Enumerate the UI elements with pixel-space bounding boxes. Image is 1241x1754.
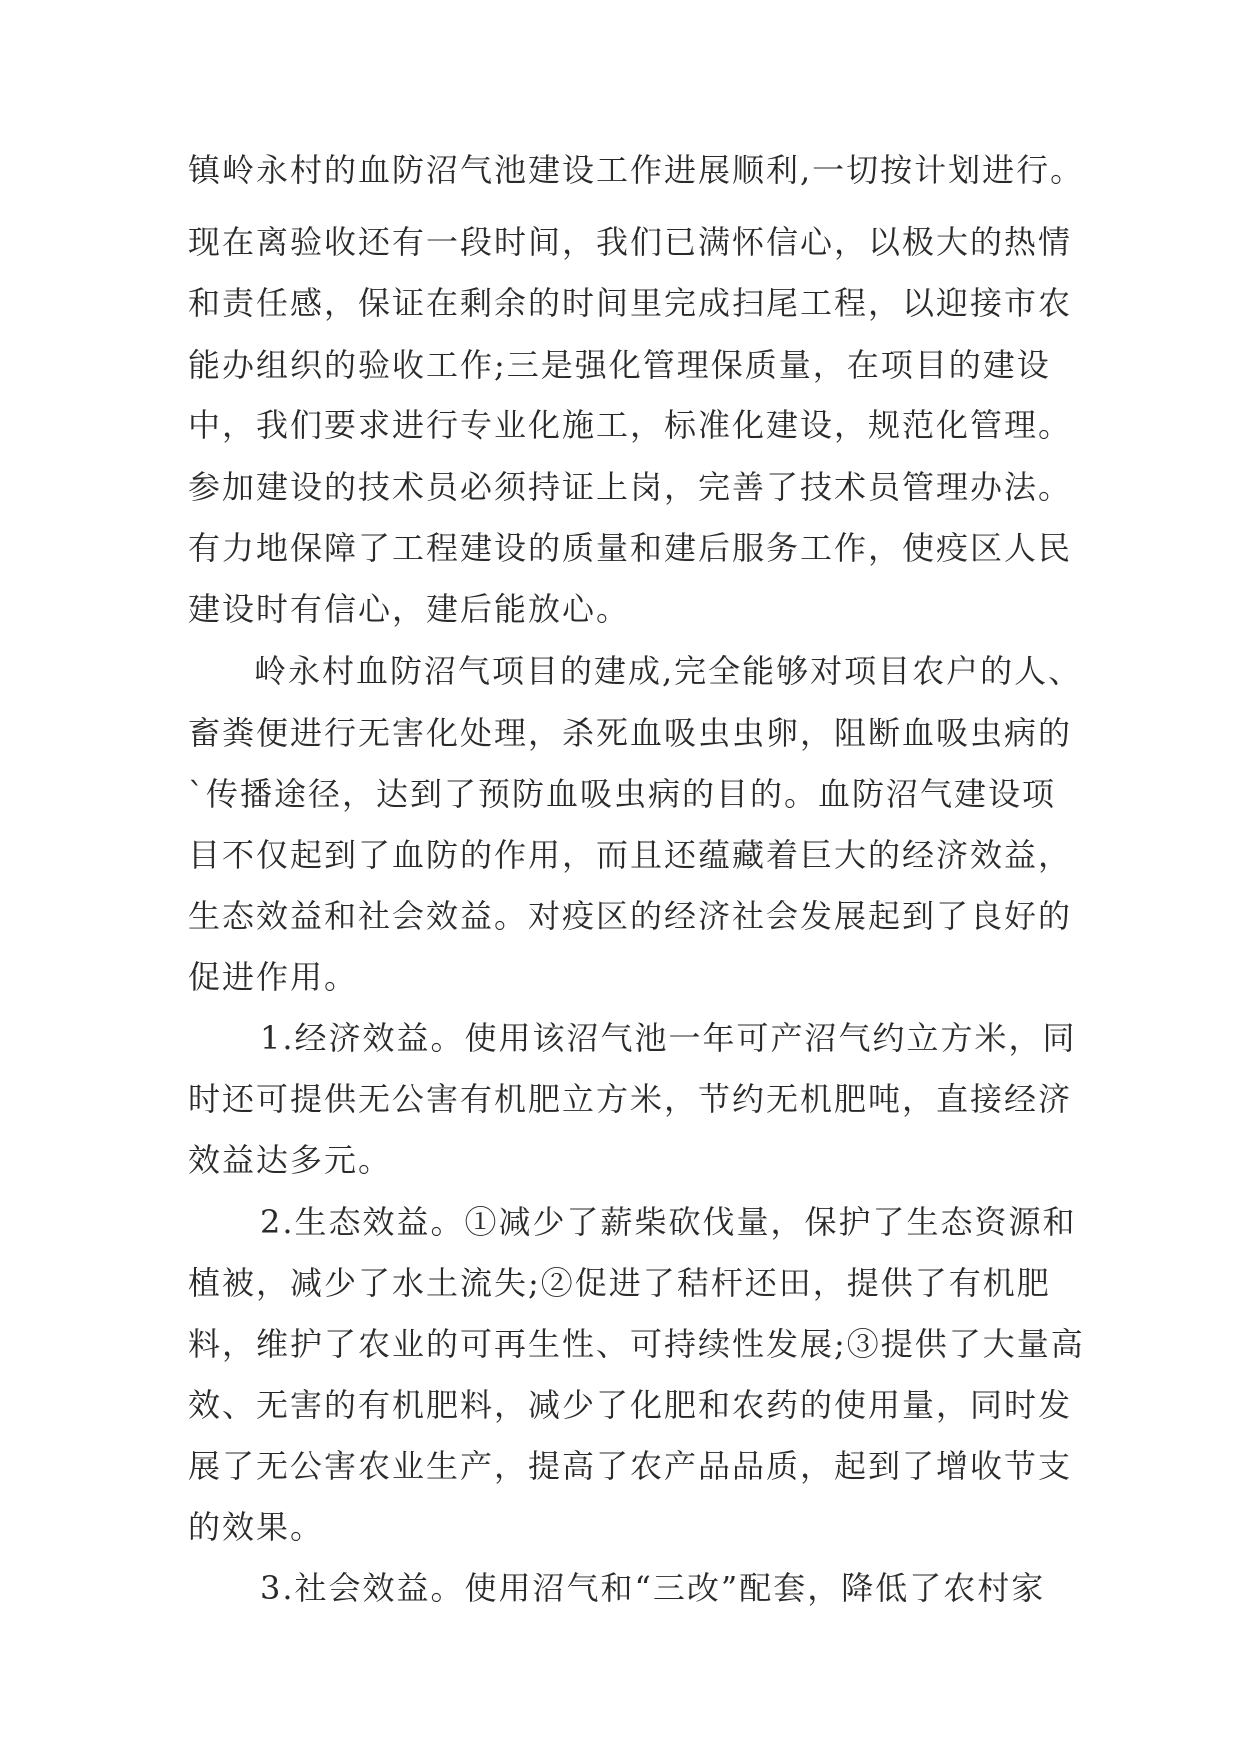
text-line: 料，维护了农业的可再生性、可持续性发展;③提供了大量高: [188, 1325, 1085, 1363]
text-line: 的效果。: [188, 1508, 325, 1546]
text-line: 中，我们要求进行专业化施工，标准化建设，规范化管理。: [188, 406, 1073, 444]
text-line: 有力地保障了工程建设的质量和建后服务工作，使疫区人民: [188, 529, 1073, 567]
text-line: 参加建设的技术员必须持证上岗，完善了技术员管理办法。: [188, 468, 1073, 506]
text-line: 效益达多元。: [188, 1141, 393, 1179]
text-line: 促进作用。: [188, 958, 359, 996]
text-line: 和责任感，保证在剩余的时间里完成扫尾工程，以迎接市农: [188, 284, 1073, 322]
text-line: 现在离验收还有一段时间，我们已满怀信心，以极大的热情: [188, 223, 1073, 261]
text-line: 岭永村血防沼气项目的建成,完全能够对项目农户的人、: [254, 652, 1083, 690]
text-line: 能办组织的验收工作;三是强化管理保质量，在项目的建设: [188, 346, 1051, 384]
text-line: 1.经济效益。使用该沼气池一年可产沼气约立方米，同: [260, 1019, 1077, 1057]
text-line: 时还可提供无公害有机肥立方米，节约无机肥吨，直接经济: [188, 1080, 1073, 1118]
text-line: 展了无公害农业生产，提高了农产品品质，起到了增收节支: [188, 1447, 1073, 1485]
text-line: `传播途径，达到了预防血吸虫病的目的。血防沼气建设项: [188, 775, 1057, 813]
text-line: 2.生态效益。①减少了薪柴砍伐量，保护了生态资源和: [260, 1203, 1077, 1241]
text-line: 目不仅起到了血防的作用，而且还蕴藏着巨大的经济效益，: [188, 836, 1073, 874]
text-line: 效、无害的有机肥料，减少了化肥和农药的使用量，同时发: [188, 1386, 1073, 1424]
text-line: 镇岭永村的血防沼气池建设工作进展顺利,一切按计划进行。: [188, 151, 1085, 189]
text-line: 建设时有信心，建后能放心。: [188, 590, 631, 628]
text-line: 生态效益和社会效益。对疫区的经济社会发展起到了良好的: [188, 897, 1073, 935]
text-line: 植被，减少了水土流失;②促进了秸杆还田，提供了有机肥: [188, 1264, 1051, 1302]
text-line: 3.社会效益。使用沼气和“三改”配套，降低了农村家: [260, 1569, 1046, 1607]
text-line: 畜粪便进行无害化处理，杀死血吸虫虫卵，阻断血吸虫病的: [188, 714, 1073, 752]
